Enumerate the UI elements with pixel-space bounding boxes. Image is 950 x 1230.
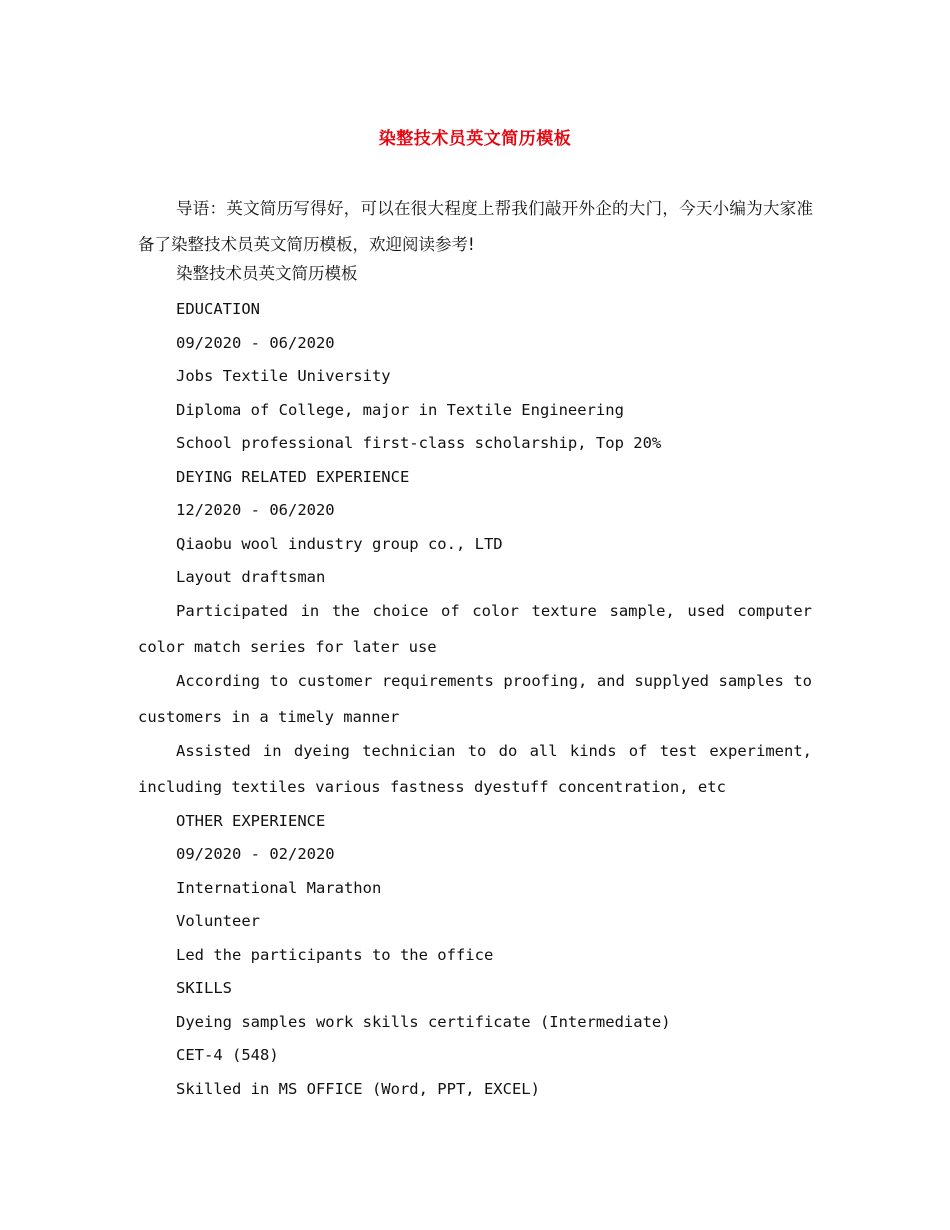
page-title: 染整技术员英文简历模板 [378, 129, 572, 149]
duty-item: According to customer requirements proofing, and supplyed samples to customers in a timely manner [138, 672, 812, 726]
other-experience-event: International Marathon [176, 879, 382, 897]
intro-paragraph: 导语：英文简历写得好，可以在很大程度上帮我们敲开外企的大门，今天小编为大家准备了染整技术员英文简历模板，欢迎阅读参考! [138, 199, 813, 254]
education-degree: Diploma of College, major in Textile Engineering [176, 401, 624, 419]
other-experience-role: Volunteer [176, 912, 260, 930]
skills-heading: SKILLS [176, 979, 232, 997]
skill-item: Dyeing samples work skills certificate (Intermediate) [176, 1013, 671, 1031]
dyeing-experience-heading: DEYING RELATED EXPERIENCE [176, 468, 410, 486]
other-experience-description: Led the participants to the office [176, 946, 494, 964]
resume-subtitle: 染整技术员英文简历模板 [176, 264, 358, 283]
education-award: School professional first-class scholarship, Top 20% [176, 434, 662, 452]
other-experience-dates: 09/2020 - 02/2020 [176, 845, 335, 863]
education-dates: 09/2020 - 06/2020 [176, 334, 335, 352]
duty-item: Assisted in dyeing technician to do all kinds of test experiment, including textiles various fastness dyestuff concentration, etc [138, 742, 812, 796]
skill-item: Skilled in MS OFFICE (Word, PPT, EXCEL) [176, 1080, 540, 1098]
skill-item: CET-4 (548) [176, 1046, 279, 1064]
education-school: Jobs Textile University [176, 367, 391, 385]
other-experience-heading: OTHER EXPERIENCE [176, 812, 326, 830]
dyeing-experience-dates: 12/2020 - 06/2020 [176, 501, 335, 519]
dyeing-experience-position: Layout draftsman [176, 568, 326, 586]
education-heading: EDUCATION [176, 300, 260, 318]
duty-item: Participated in the choice of color texture sample, used computer color match series for later use [138, 602, 812, 656]
dyeing-experience-company: Qiaobu wool industry group co., LTD [176, 535, 503, 553]
